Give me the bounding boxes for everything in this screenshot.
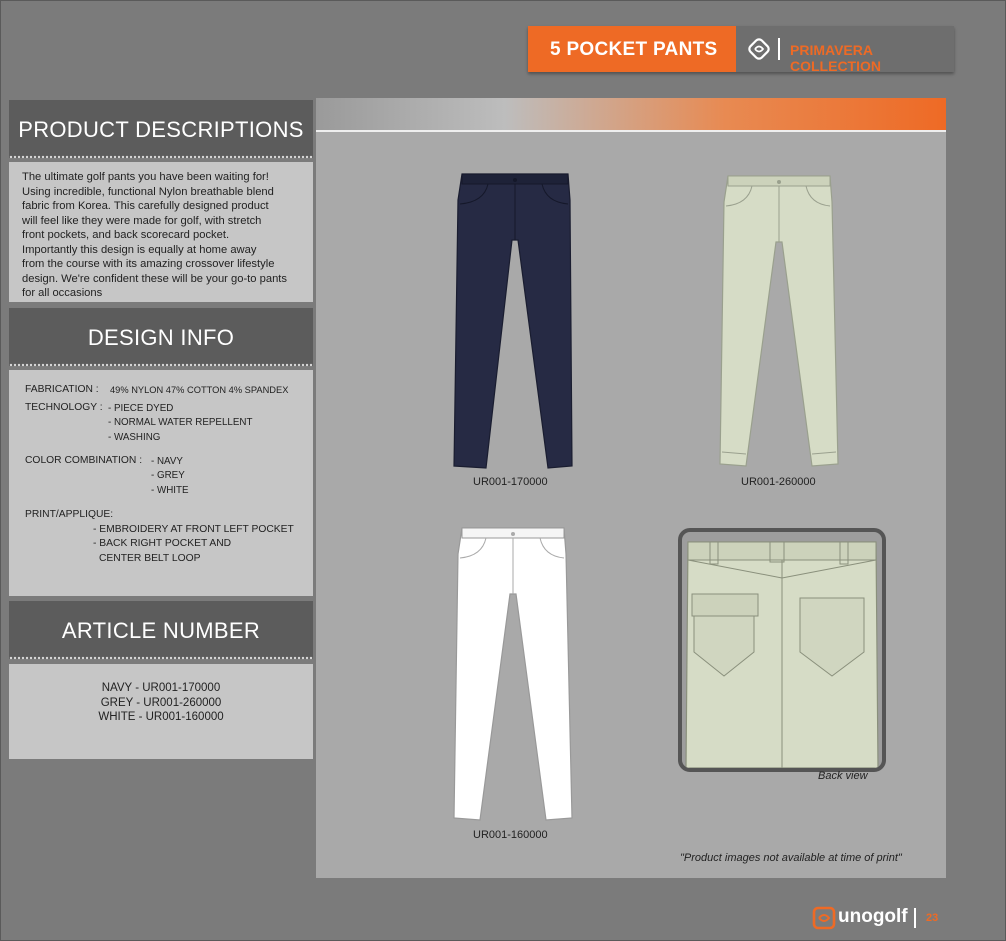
back-view-box (678, 528, 886, 772)
panel-gradient-bar (316, 98, 946, 130)
print-item: - EMBROIDERY AT FRONT LEFT POCKET (93, 524, 294, 535)
color-item: - NAVY (151, 456, 183, 467)
collection-name: PRIMAVERA COLLECTION (790, 42, 881, 74)
grey-pants-image (716, 172, 842, 470)
product-descriptions-body (9, 162, 313, 302)
description-line: from the course with its amazing crossover lifestyle (22, 258, 275, 270)
footer-brand: unogolf (838, 906, 908, 927)
white-pants-image (450, 524, 576, 824)
header-separator (778, 38, 780, 60)
color-item: - WHITE (151, 485, 189, 496)
product-descriptions-title: PRODUCT DESCRIPTIONS (18, 117, 304, 142)
design-info-title: DESIGN INFO (87, 325, 235, 350)
header-title-box (528, 26, 736, 72)
print-item: CENTER BELT LOOP (99, 553, 201, 564)
color-item: - GREY (151, 470, 185, 481)
description-line: front pockets, and back scorecard pocket. (22, 229, 230, 241)
design-info-header (9, 308, 313, 366)
technology-item: - PIECE DYED (108, 403, 174, 414)
back-view-pants-image (682, 532, 882, 768)
article-number-header (9, 601, 313, 659)
technology-item: - NORMAL WATER REPELLENT (108, 417, 253, 428)
unogolf-logo-icon (812, 906, 836, 930)
back-view-caption: Back view (818, 770, 868, 782)
technology-item: - WASHING (108, 432, 161, 443)
grey-product-code: UR001-260000 (741, 476, 816, 488)
dotted-divider (9, 656, 313, 660)
uno-logo-icon (748, 38, 770, 60)
product-description-text (22, 170, 312, 301)
article-number-body (9, 664, 313, 759)
fabrication-value: 49% NYLON 47% COTTON 4% SPANDEX (110, 385, 289, 395)
design-info-body (9, 370, 313, 596)
dotted-divider (9, 363, 313, 367)
product-image-panel (316, 98, 946, 878)
article-line: NAVY - UR001-170000 (101, 682, 221, 694)
color-combination-label: COLOR COMBINATION : (25, 455, 143, 466)
page-header (528, 26, 954, 72)
navy-product-code: UR001-170000 (473, 476, 548, 488)
footer-separator (914, 908, 916, 928)
article-line: WHITE - UR001-160000 (98, 711, 224, 723)
article-number-title: ARTICLE NUMBER (61, 618, 261, 643)
description-line: will feel like they were made for golf, with stretch (22, 214, 262, 227)
white-product-code: UR001-160000 (473, 829, 548, 841)
page-title: 5 POCKET PANTS (550, 39, 718, 60)
panel-bar-line (316, 130, 946, 132)
technology-label: TECHNOLOGY : (25, 402, 103, 413)
description-line: Importantly this design is equally at home away (22, 243, 257, 256)
description-line: fabric from Korea. This carefully designed product (22, 200, 269, 212)
fabrication-label: FABRICATION : (25, 384, 99, 395)
page-number: 23 (926, 912, 939, 924)
description-line: for all occasions (22, 287, 103, 299)
description-line: The ultimate golf pants you have been waiting for! (22, 171, 269, 183)
description-line: Using incredible, functional Nylon breathable blend (22, 185, 274, 198)
product-descriptions-header (9, 100, 313, 158)
article-line: GREY - UR001-260000 (100, 697, 222, 709)
print-applique-label: PRINT/APPLIQUE: (25, 509, 114, 520)
navy-pants-image (450, 170, 580, 472)
print-item: - BACK RIGHT POCKET AND (93, 538, 232, 549)
dotted-divider (9, 155, 313, 159)
image-availability-note: "Product images not available at time of print" (680, 852, 902, 864)
description-line: design. We're confident these will be your go-to pants (22, 272, 287, 285)
